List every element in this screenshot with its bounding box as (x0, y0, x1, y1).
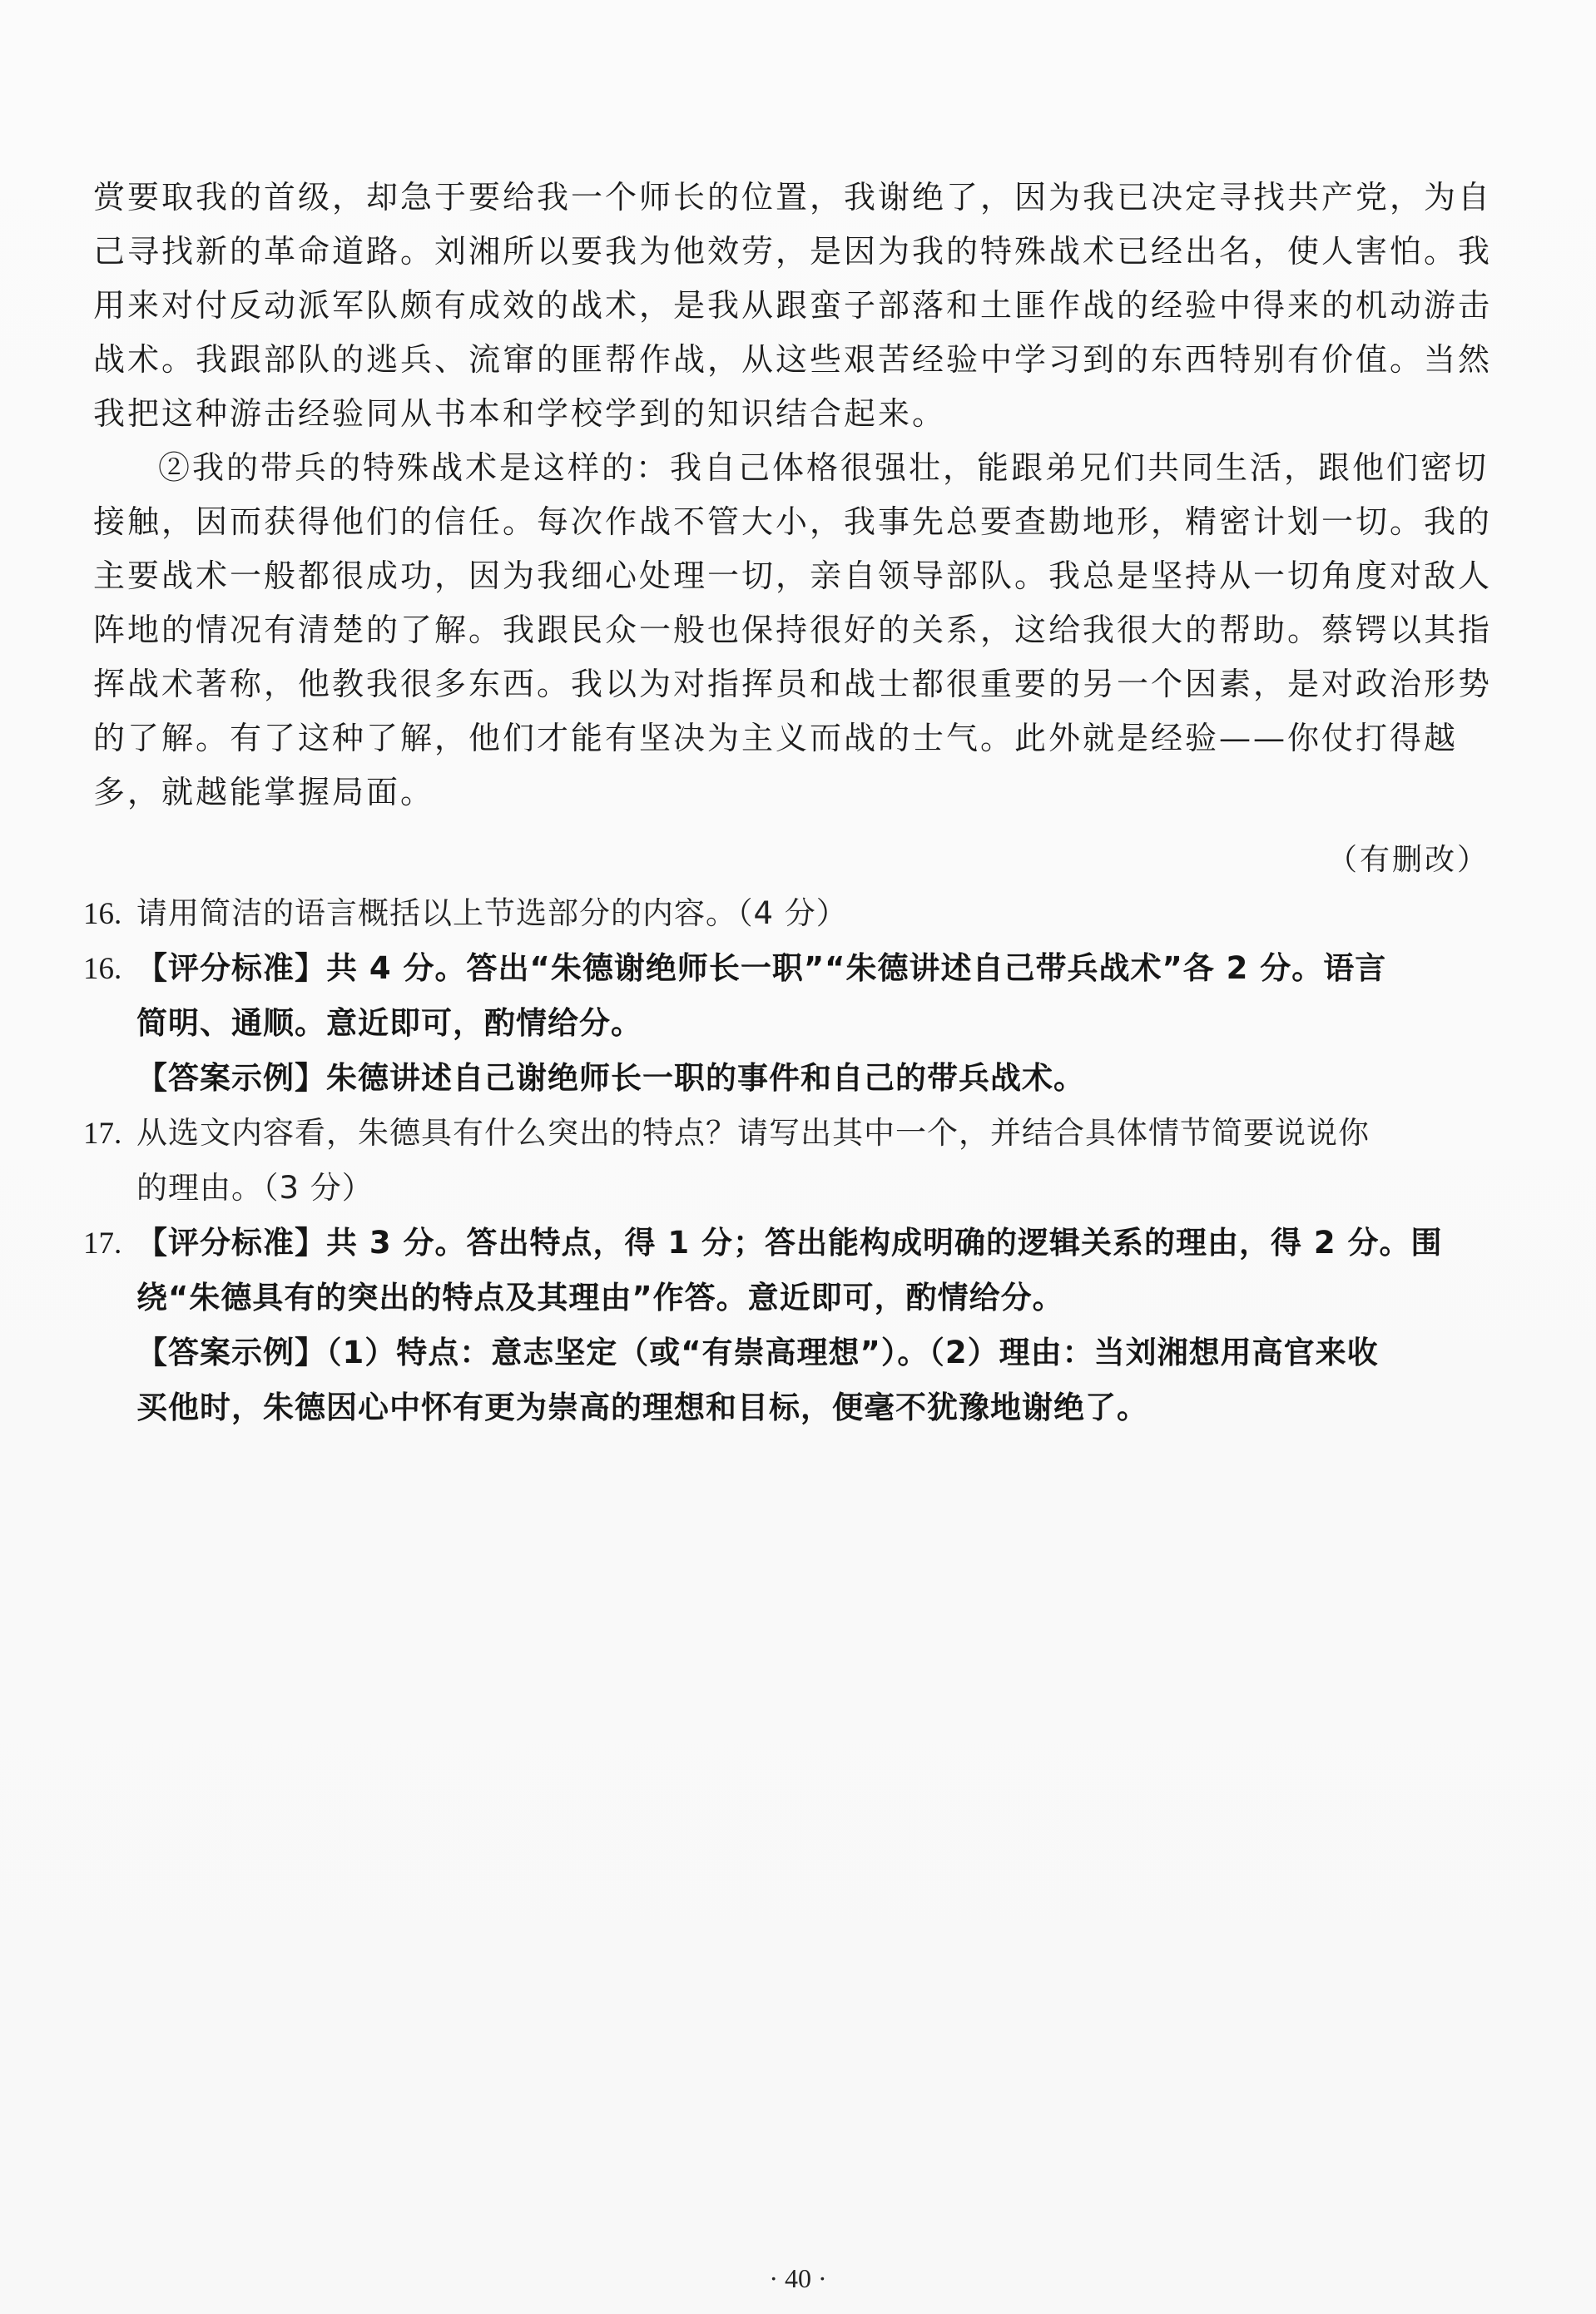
passage-line: 用来对付反动派军队颇有成效的战术，是我从跟蛮子部落和土匪作战的经验中得来的机动游击 (93, 287, 1493, 324)
passage-text (93, 171, 1491, 820)
answer-17-continued (83, 1271, 1498, 1325)
passage-line: ②我的带兵的特殊战术是这样的：我自己体格很强壮，能跟弟兄们共同生活，跟他们密切 (158, 449, 1489, 486)
answer-16-example (83, 1051, 1498, 1106)
scoring-criteria: 【评分标准】共 4 分。答出“朱德谢绝师长一职”“朱德讲述自己带兵战术”各 2 分。语言 (136, 950, 1387, 986)
question-number: 16. (83, 897, 122, 931)
page-number: · 40 · (769, 2263, 827, 2293)
answer-number: 16. (83, 952, 122, 986)
answer-example: 【答案示例】朱德讲述自己谢绝师长一职的事件和自己的带兵战术。 (136, 1060, 1085, 1096)
scoring-criteria-continued: 绕“朱德具有的突出的特点及其理由”作答。意近即可，酌情给分。 (136, 1280, 1064, 1316)
questions-section (83, 886, 1498, 1435)
answer-number: 17. (83, 1226, 122, 1261)
answer-example-continued: 买他时，朱德因心中怀有更为崇高的理想和目标，便毫不犹豫地谢绝了。 (136, 1390, 1148, 1425)
answer-17 (83, 1216, 1498, 1271)
passage-line: 阵地的情况有清楚的了解。我跟民众一般也保持很好的关系，这给我很大的帮助。蔡锷以其指 (93, 612, 1493, 648)
question-text: 请用简洁的语言概括以上节选部分的内容。（4 分） (136, 895, 848, 931)
question-16 (83, 886, 1498, 941)
question-text: 从选文内容看，朱德具有什么突出的特点？请写出其中一个，并结合具体情节简要说说你 (136, 1115, 1370, 1151)
passage-line: 的了解。有了这种了解，他们才能有坚决为主义而战的士气。此外就是经验——你仗打得越 (93, 720, 1459, 756)
question-number: 17. (83, 1117, 122, 1151)
question-17 (83, 1106, 1498, 1161)
scoring-criteria-continued: 简明、通顺。意近即可，酌情给分。 (136, 1005, 642, 1041)
passage-line: 多，就越能掌握局面。 (93, 774, 435, 810)
answer-16 (83, 941, 1498, 996)
question-17-continued (83, 1161, 1498, 1216)
answer-example: 【答案示例】（1）特点：意志坚定（或“有崇高理想”）。（2）理由：当刘湘想用高官来收 (136, 1335, 1379, 1370)
passage-line: 我把这种游击经验同从书本和学校学到的知识结合起来。 (93, 395, 947, 432)
passage-line: 己寻找新的革命道路。刘湘所以要我为他效劳，是因为我的特殊战术已经出名，使人害怕。我 (93, 233, 1493, 270)
passage-line: 赏要取我的首级，却急于要给我一个师长的位置，我谢绝了，因为我已决定寻找共产党，为自 (93, 179, 1493, 216)
answer-17-example-continued (83, 1380, 1498, 1435)
passage-line: 挥战术著称，他教我很多东西。我以为对指挥员和战士都很重要的另一个因素，是对政治形势 (93, 666, 1493, 702)
question-text-continued: 的理由。（3 分） (136, 1170, 374, 1206)
scoring-criteria: 【评分标准】共 3 分。答出特点，得 1 分；答出能构成明确的逻辑关系的理由，得 2 分。围 (136, 1225, 1443, 1261)
passage-line: 战术。我跟部队的逃兵、流窜的匪帮作战，从这些艰苦经验中学习到的东西特别有价值。当然 (93, 341, 1493, 378)
answer-17-example (83, 1325, 1498, 1380)
passage-line: 主要战术一般都很成功，因为我细心处理一切，亲自领导部队。我总是坚持从一切角度对敌人 (93, 557, 1493, 594)
passage-line: 接触，因而获得他们的信任。每次作战不管大小，我事先总要查勘地形，精密计划一切。我的 (93, 503, 1493, 540)
source-note: （有删改） (1326, 843, 1489, 877)
answer-16-continued (83, 996, 1498, 1051)
